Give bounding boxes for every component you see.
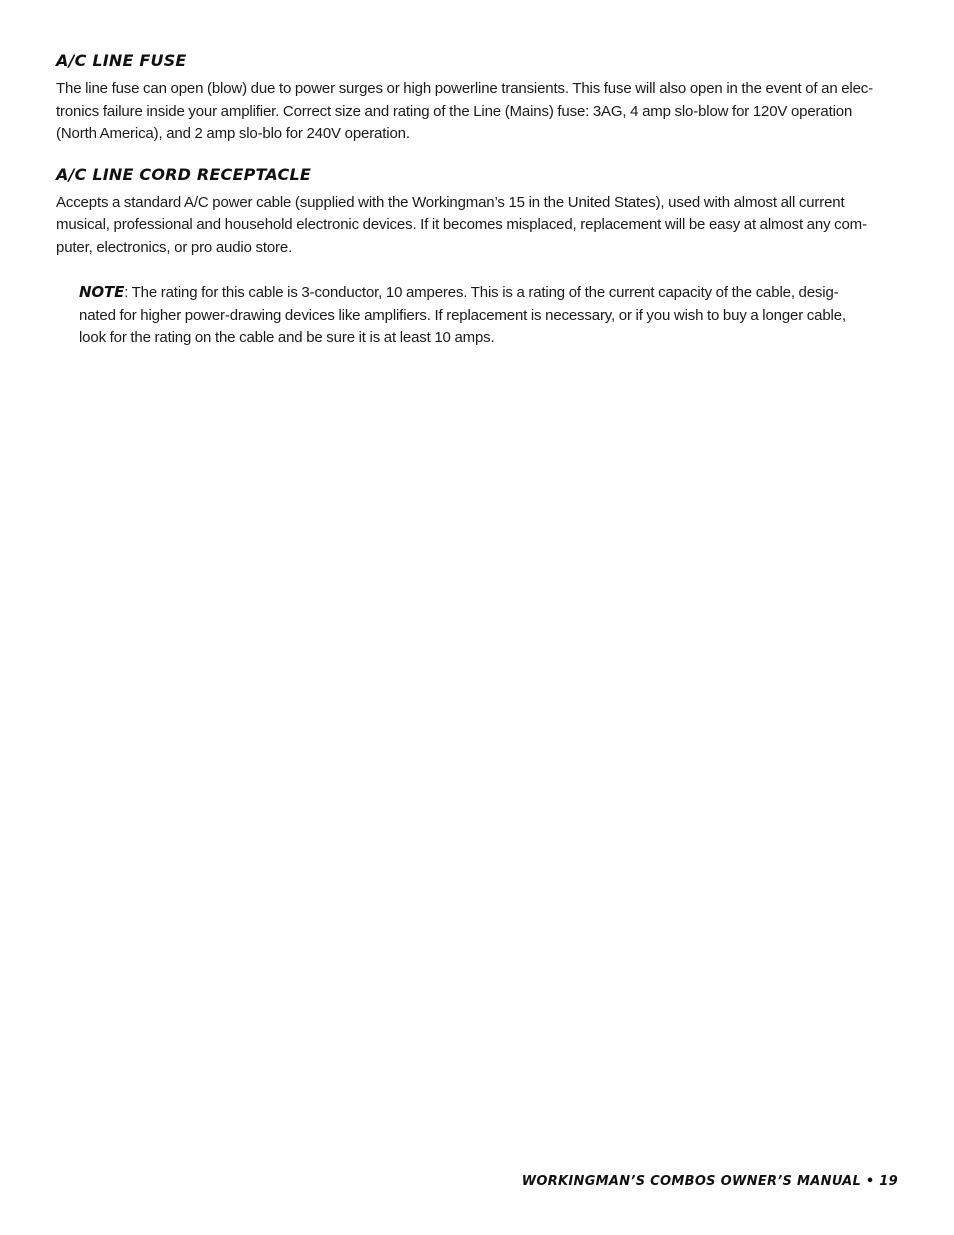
body-line: The line fuse can open (blow) due to power surges or high powerline transients. This fuse will also open in the event of an elec- xyxy=(56,80,873,97)
body-line: puter, electronics, or pro audio store. xyxy=(56,238,293,256)
note-line-first xyxy=(79,281,894,305)
note-body xyxy=(79,281,894,350)
note-label: NOTE xyxy=(79,283,125,301)
section-heading: A/C LINE CORD RECEPTACLE xyxy=(56,164,311,184)
section-line-fuse xyxy=(56,50,898,146)
note-line: nated for higher power-drawing devices like amplifiers. If replacement is necessary, or if you wish to buy a longer cable, xyxy=(79,306,846,324)
note-text: : The rating for this cable is 3-conductor, 10 amperes. This is a rating of the current capacity of the cable, desig- xyxy=(124,284,839,301)
body-line: tronics failure inside your amplifier. Correct size and rating of the Line (Mains) fuse: 3AG, 4 amp slo-blow for 120V operation xyxy=(56,102,853,120)
body-line: musical, professional and household electronic devices. If it becomes misplaced, replacement will be easy at almost any com- xyxy=(56,216,867,233)
body-line: Accepts a standard A/C power cable (supplied with the Workingman’s 15 in the United States), used with almost all current xyxy=(56,193,845,211)
page-content xyxy=(56,50,898,350)
section-line-cord-receptacle xyxy=(56,164,898,260)
body-line: (North America), and 2 amp slo-blo for 240V operation. xyxy=(56,125,410,142)
note-block xyxy=(79,281,894,350)
section-heading: A/C LINE FUSE xyxy=(56,51,187,70)
section-body xyxy=(56,78,898,146)
note-line: look for the rating on the cable and be sure it is at least 10 amps. xyxy=(79,329,495,346)
section-body xyxy=(56,192,898,260)
page-footer: WORKINGMAN’S COMBOS OWNER’S MANUAL • 19 xyxy=(521,1174,898,1189)
